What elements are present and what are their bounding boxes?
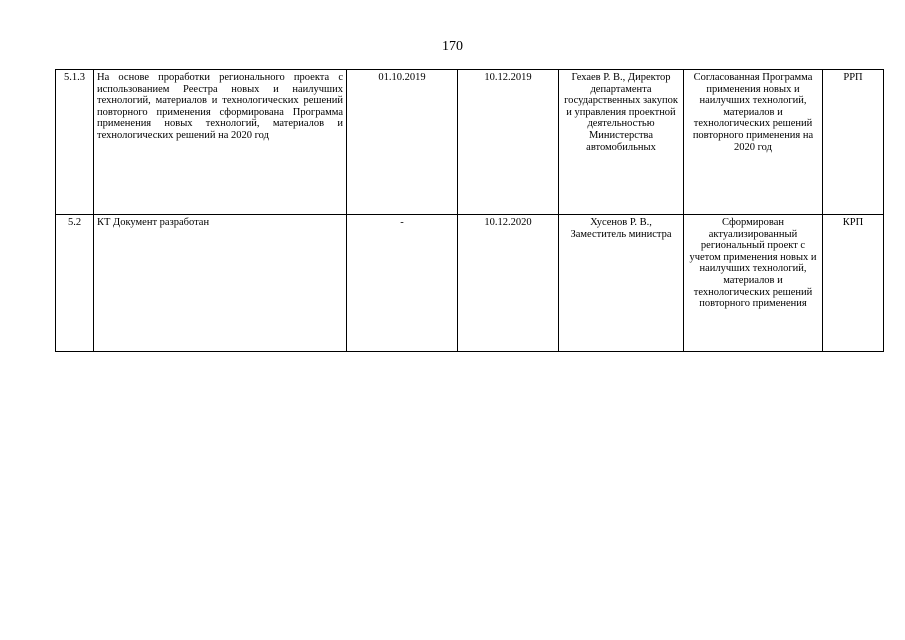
cell-end-date: 10.12.2019 xyxy=(458,70,559,215)
table-row xyxy=(56,70,884,215)
cell-type: КРП xyxy=(823,215,884,352)
cell-result: Согласованная Программа применения новых и наилучших технологий, материалов и технологических решений повторного применения на 2020 год xyxy=(684,70,823,215)
cell-end-date: 10.12.2020 xyxy=(458,215,559,352)
table-row xyxy=(56,215,884,352)
cell-description: КТ Документ разработан xyxy=(94,215,347,352)
cell-type: РРП xyxy=(823,70,884,215)
plan-table xyxy=(55,69,884,352)
cell-start-date: 01.10.2019 xyxy=(347,70,458,215)
cell-start-date: - xyxy=(347,215,458,352)
cell-description: На основе проработки регионального проекта с использованием Реестра новых и наилучших технологий, материалов и технологических решений повторного применения сформирована Программа применения новых технологий, материалов и технологических решений на 2020 год xyxy=(94,70,347,215)
cell-result: Сформирован актуализированный региональный проект с учетом применения новых и наилучших технологий, материалов и технологических решений повторного применения xyxy=(684,215,823,352)
cell-number: 5.1.3 xyxy=(56,70,94,215)
cell-responsible: Хусенов Р. В., Заместитель министра xyxy=(559,215,684,352)
page-number: 170 xyxy=(442,39,463,54)
cell-responsible: Гехаев Р. В., Директор департамента государственных закупок и управления проектной деятельностью Министерства автомобильных xyxy=(559,70,684,215)
cell-number: 5.2 xyxy=(56,215,94,352)
